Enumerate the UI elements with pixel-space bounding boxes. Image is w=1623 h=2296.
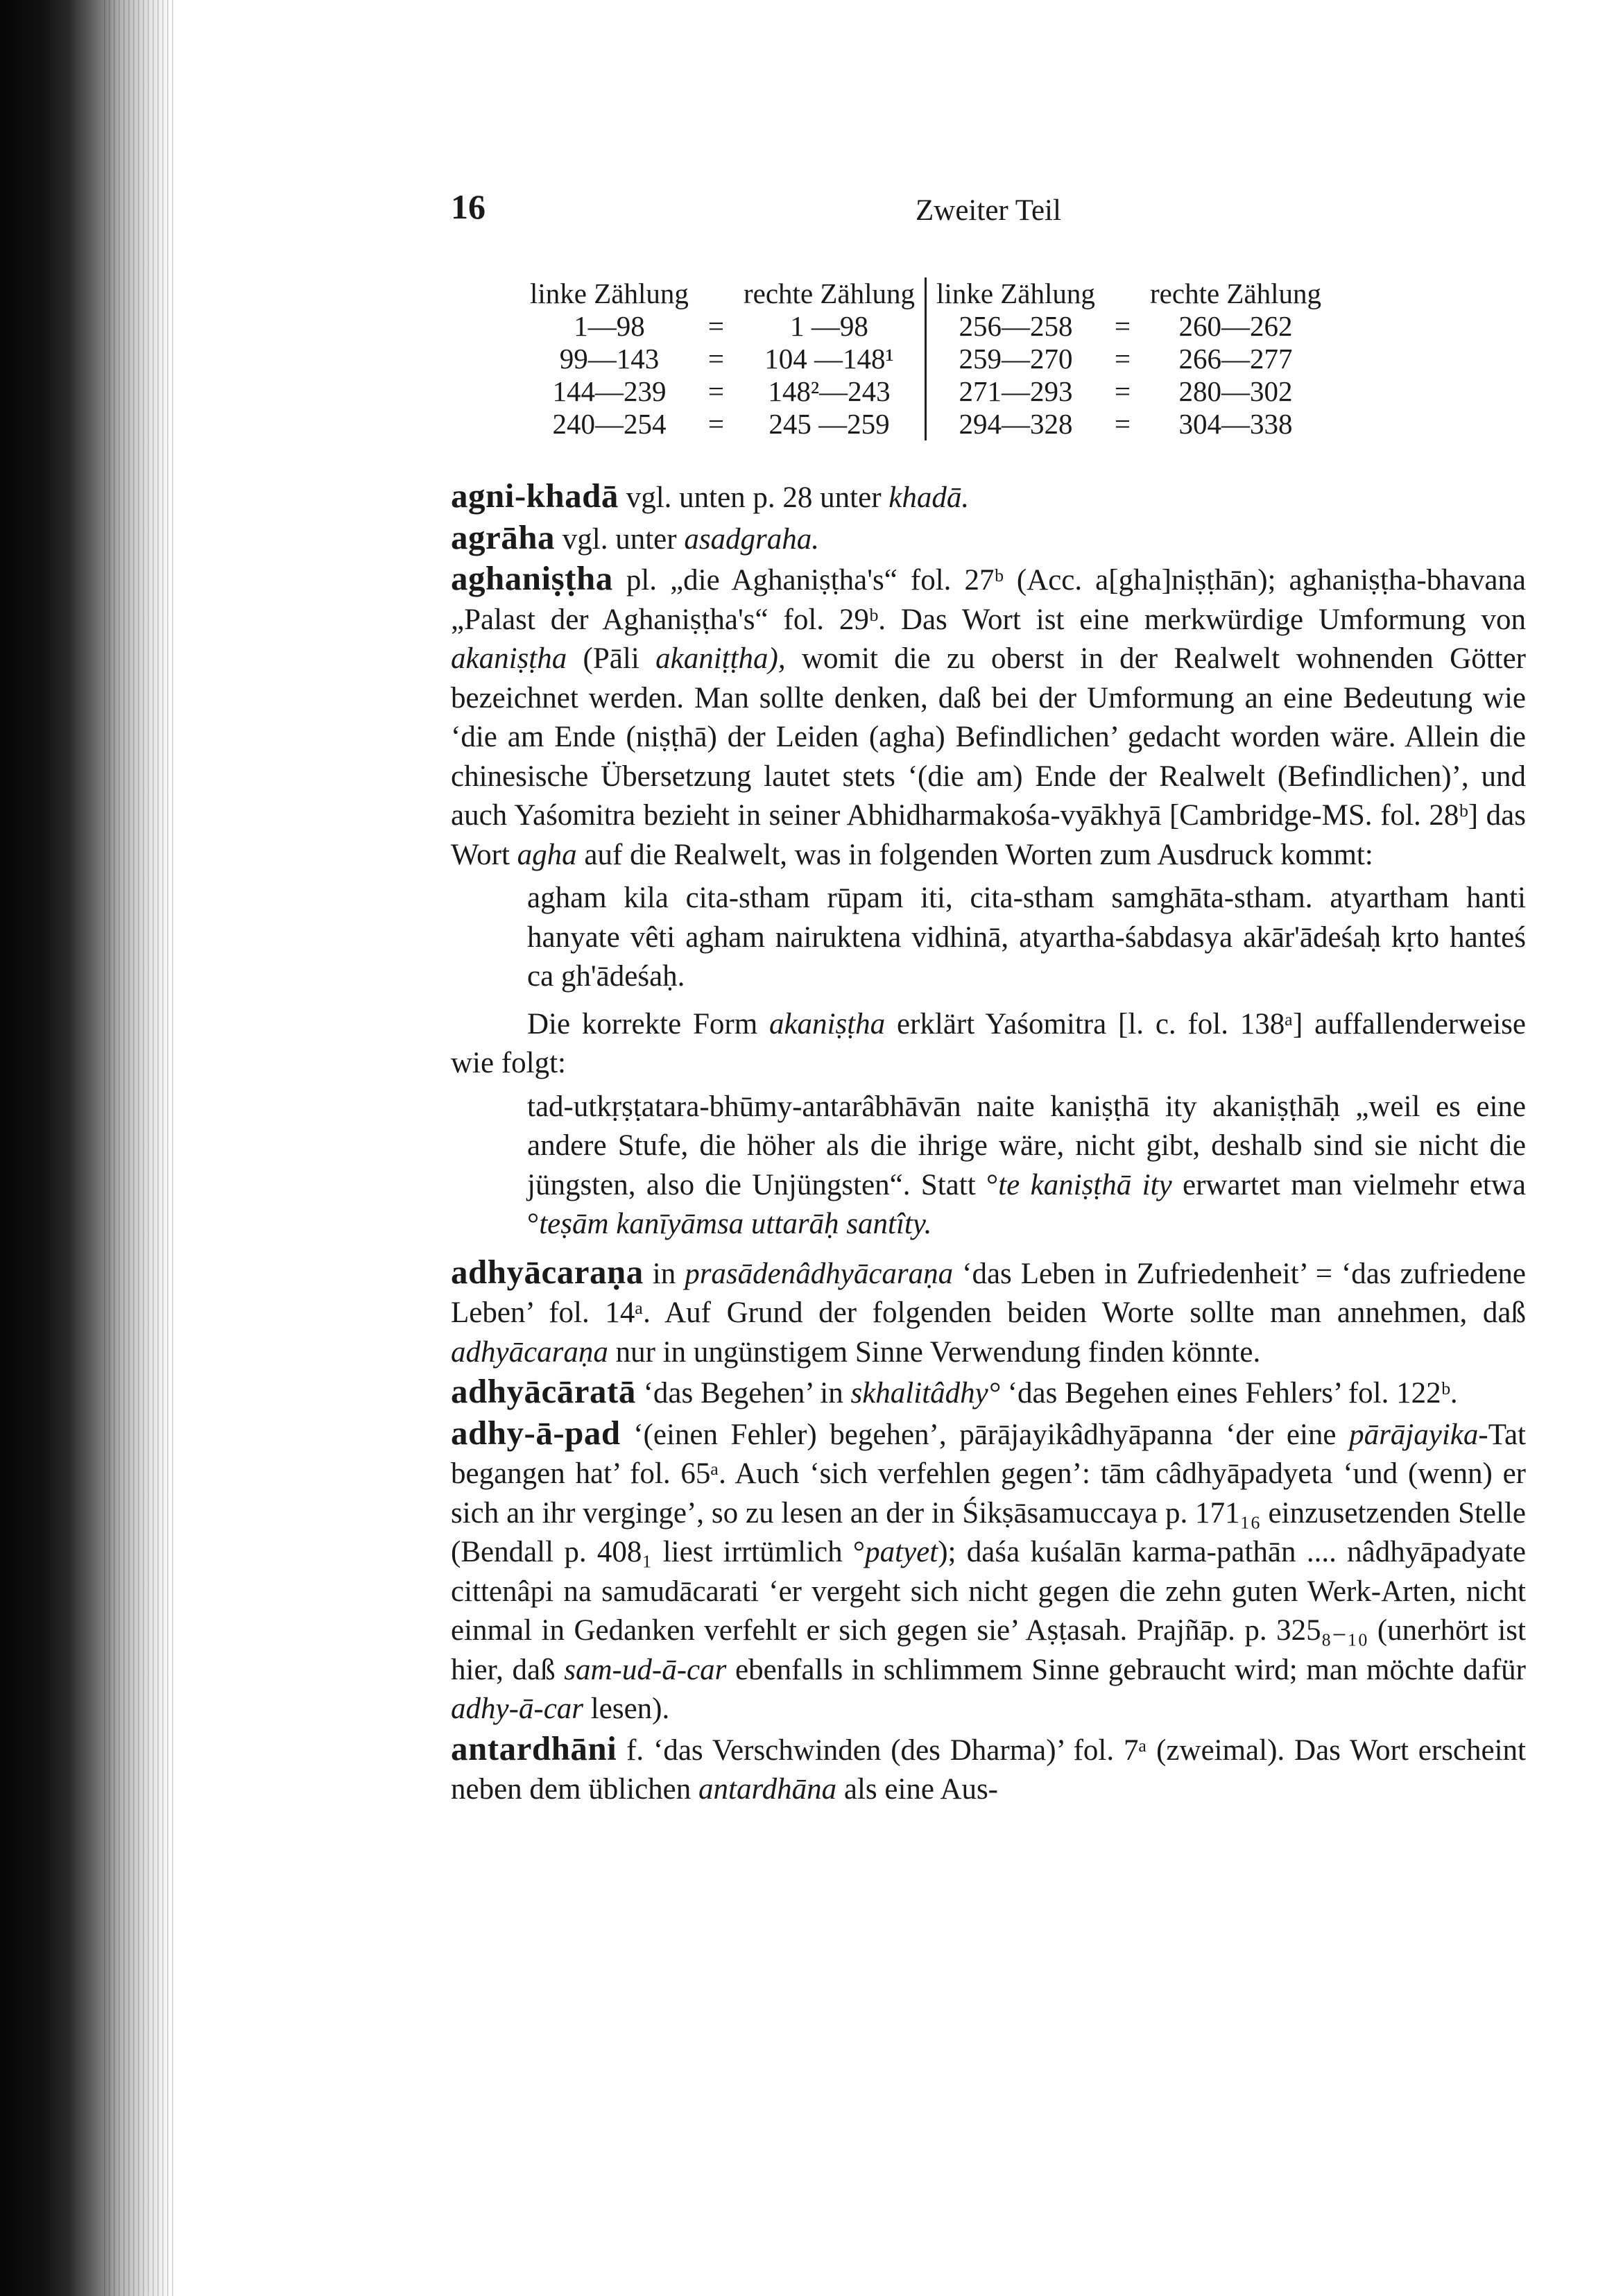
entry-adhyacarana: adhyācaraṇa in prasādenâdhyācaraṇa ‘das Leben in Zufriedenheit’ = ‘das zufriedene Leben’ fol. 14ᵃ. Auf Grund der folgenden beiden Worte sollte man annehmen, daß adhyācaraṇa nur in ungünstigem Sinne Verwendung finden könnte. [451, 1252, 1527, 1369]
table-cell: 256—258 [926, 310, 1105, 343]
headword: adhy-ā-pad [451, 1413, 621, 1452]
entry-adhy-a-pad: adhy-ā-pad ‘(einen Fehler) begehen’, pārājayikâdhyāpanna ‘der eine pārājayika-Tat begangen hat’ fol. 65ᵃ. Auch ‘sich verfehlen gegen’: tām câdhyāpadyeta ‘und (wenn) er sich an ihr verginge’, so zu lesen an der in Śikṣāsamuccaya p. 171₁₆ einzusetzenden Stelle (Bendall p. 408₁ liest irrtümlich °patyet); daśa kuśalān karma-pathān .... nâdhyāpadyate cittenâpi na samudācarati ‘er vergeht sich nicht gegen die zehn guten Werk-Arten, nicht einmal in Gedanken verfehlt er sich gegen sie’ Aṣṭasah. Prajñāp. p. 325₈₋₁₀ (unerhört ist hier, daß sam-ud-ā-car ebenfalls in schlimmem Sinne gebraucht wird; man möchte dafür adhy-ā-car lesen). [451, 1413, 1526, 1725]
book-page [451, 187, 1526, 1810]
table-row [520, 408, 1331, 440]
table-cell: 259—270 [926, 343, 1105, 375]
table-cell: 294—328 [926, 408, 1105, 440]
equals-sign: = [707, 310, 724, 342]
table-header: rechte Zählung [744, 277, 916, 309]
table-cell: 260—262 [1178, 310, 1293, 342]
entry-aghanistha: aghaniṣṭha pl. „die Aghaniṣṭha's“ fol. 27ᵇ (Acc. a[gha]niṣṭhān); aghaniṣṭha-bhavana „Palast der Aghaniṣṭha's“ fol. 29ᵇ. Das Wort ist eine merkwürdige Umformung von akaniṣṭha (Pāli akaniṭṭha), womit die zu oberst in der Realwelt wohnenden Götter bezeichnet werden. Man sollte denken, daß bei der Umformung an eine Bedeutung wie ‘die am Ende (niṣṭhā) der Leiden (agha) Befindlichen’ gedacht worden wäre. Allein die chinesische Übersetzung lautet stets ‘(die am) Ende der Realwelt (Befindlichen)’, und auch Yaśomitra bezieht in seiner Abhidharmakośa-vyākhyā [Cambridge-MS. fol. 28ᵇ] das Wort agha auf die Realwelt, was in folgenden Worten zum Ausdruck kommt: [451, 559, 1526, 871]
equals-sign: = [1114, 408, 1131, 440]
paragraph: Die korrekte Form akaniṣṭha erklärt Yaśomitra [l. c. fol. 138ᵃ] auffallenderweise wie folgt: [451, 1007, 1527, 1079]
table-cell: 148²—243 [768, 375, 891, 407]
entry-adhyacarata: adhyācāratā ‘das Begehen’ in skhalitâdhy° ‘das Begehen eines Fehlers’ fol. 122ᵇ. [451, 1372, 1458, 1410]
table-cell: 104 —148¹ [764, 343, 894, 375]
table-row [520, 343, 1331, 375]
table-cell: 1—98 [574, 310, 645, 342]
table-header: rechte Zählung [1150, 277, 1322, 309]
equals-sign: = [707, 408, 724, 440]
table-row [520, 375, 1331, 408]
headword: agni-khadā [451, 477, 619, 515]
equals-sign: = [707, 343, 724, 375]
headword: agrāha [451, 517, 555, 556]
page-header [451, 187, 1526, 243]
table-cell: 280—302 [1178, 375, 1293, 407]
table-cell: 304—338 [1178, 408, 1293, 440]
page-number: 16 [451, 187, 486, 226]
dictionary-entries [451, 477, 1526, 1810]
entry-agni-khada: agni-khadā vgl. unten p. 28 unter khadā. [451, 477, 970, 515]
running-title: Zweiter Teil [916, 194, 1061, 227]
equals-sign: = [1114, 375, 1131, 407]
table-header: linke Zählung [530, 277, 689, 309]
table-cell: 99—143 [559, 343, 660, 375]
equals-sign: = [707, 375, 724, 407]
counting-table [520, 277, 1331, 440]
table-cell: 271—293 [926, 375, 1105, 408]
table-header-row [520, 277, 1331, 310]
headword: antardhāni [451, 1729, 617, 1767]
table-cell: 240—254 [552, 408, 667, 440]
headword: adhyācaraṇa [451, 1252, 644, 1291]
table-header: linke Zählung [926, 277, 1105, 310]
table-cell: 245 —259 [768, 408, 890, 440]
entry-antardhani: antardhāni f. ‘das Verschwinden (des Dharma)’ fol. 7ᵃ (zweimal). Das Wort erscheint neben dem üblichen antardhāna als eine Aus- [451, 1729, 1526, 1806]
headword: adhyācāratā [451, 1372, 636, 1410]
table-cell: 144—239 [552, 375, 667, 407]
headword: aghaniṣṭha [451, 559, 613, 597]
equals-sign: = [1114, 310, 1131, 342]
equals-sign: = [1114, 343, 1131, 375]
entry-agraha: agrāha vgl. unter asadgraha. [451, 517, 820, 556]
page-edge-lines [104, 0, 173, 2296]
table-cell: 266—277 [1178, 343, 1293, 375]
sanskrit-quote: tad-utkṛṣṭatara-bhūmy-antarâbhāvān naite kaniṣṭhā ity akaniṣṭhāḥ „weil es eine andere Stufe, die höher als die ihrige wäre, nicht gibt, deshalb sind sie nicht die jüngsten, also die Unjüngsten“. Statt °te kaniṣṭhā ity erwartet man vielmehr etwa °teṣām kanīyāmsa uttarāḥ santîty. [527, 1090, 1526, 1240]
sanskrit-quote: agham kila cita-stham rūpam iti, cita-stham samghāta-stham. atyartham hanti hanyate vêti agham nairuktena vidhinā, atyartha-śabdasya akār'ādeśaḥ kṛto hanteś ca gh'ādeśaḥ. [527, 882, 1526, 993]
table-row [520, 310, 1331, 343]
table-cell: 1 —98 [790, 310, 868, 342]
